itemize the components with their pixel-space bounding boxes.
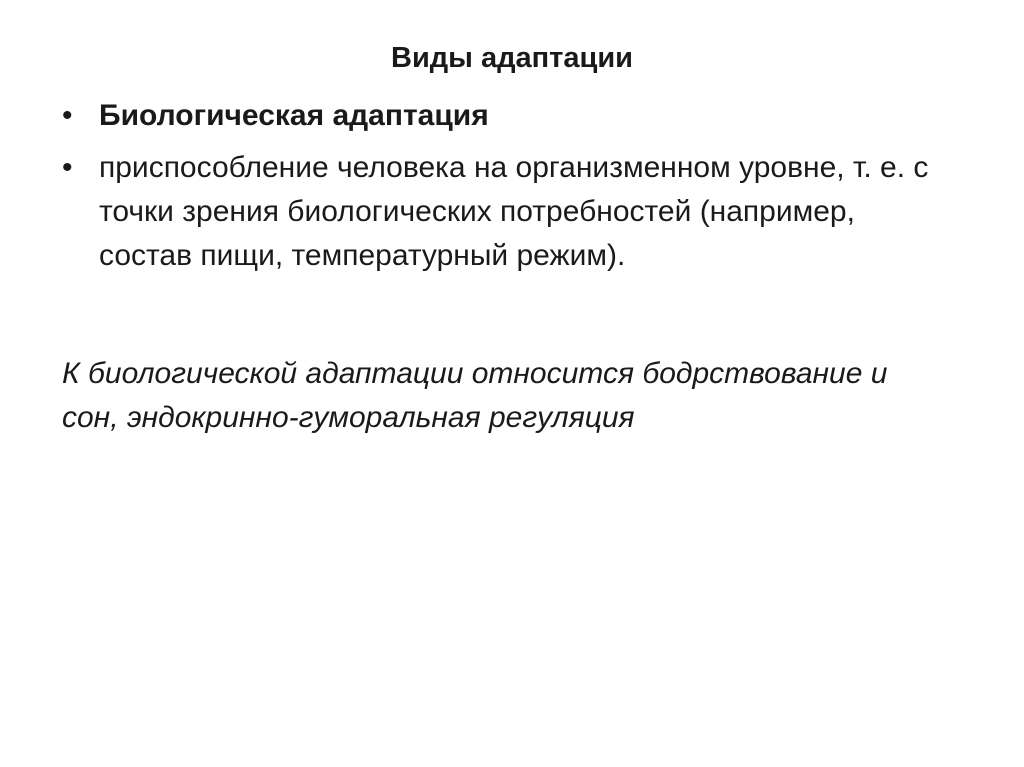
bullet-list — [62, 94, 942, 286]
bullet-text: приспособление человека на организменном уровне, т. е. с точки зрения биологических потребностей (например, состав пищи, температурный режим). — [99, 151, 929, 272]
bullet-text: Биологическая адаптация — [99, 99, 489, 132]
bullet-marker: • — [62, 99, 73, 132]
bullet-marker: • — [62, 151, 73, 184]
bullet-item-definition — [62, 146, 942, 278]
slide-title: Виды адаптации — [391, 42, 633, 74]
bullet-item-biological-adaptation — [62, 94, 942, 138]
italic-note: К биологической адаптации относится бодрствование и сон, эндокринно-гуморальная регуляция — [62, 357, 888, 434]
